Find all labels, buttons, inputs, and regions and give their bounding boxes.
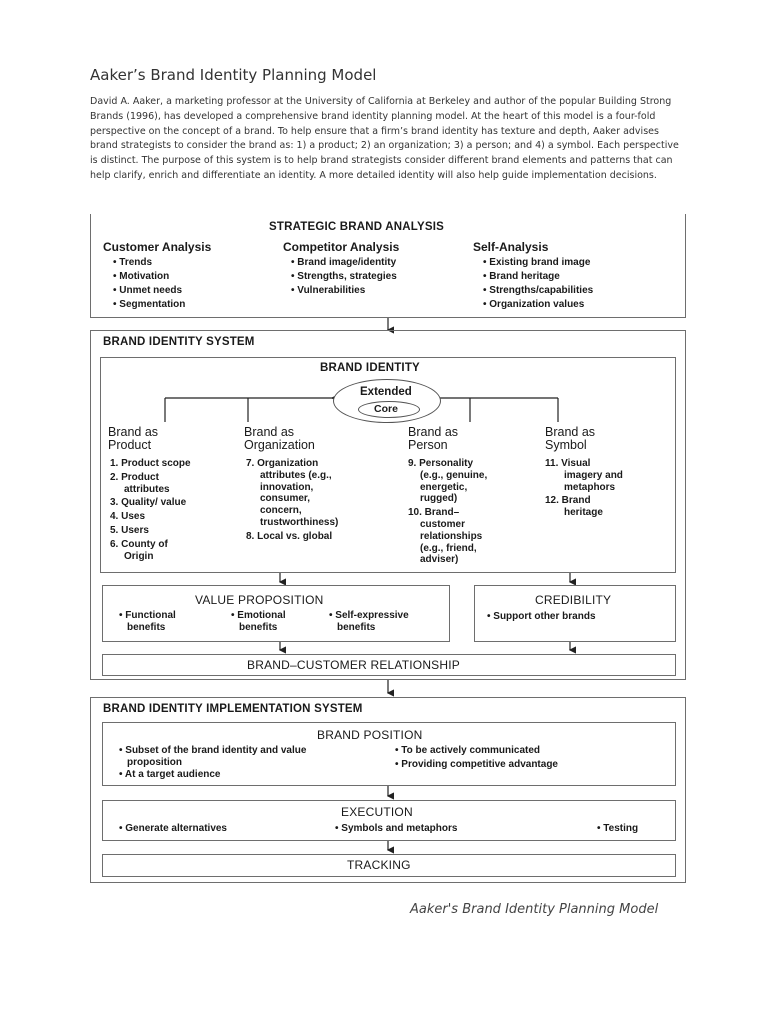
intro-paragraph: David A. Aaker, a marketing professor at the University of California at Berkeley and author of the popular Building Strong Brands (1996), has developed a comprehensive brand identity planning model. At the heart of this model is a four-fold perspective on the concept of a brand. To help ensure that a firm’s brand identity has texture and depth, Aaker advises brand strategists to consider the brand as: 1) a product; 2) an organization; 3) a person; and 4) a symbol. Each perspective is distinct. The purpose of this system is to help brand strategists consider different brand elements and patterns that can help clarify, enrich and differentiate an identity. A more detailed identity will also help guide implementation decisions. (90, 96, 679, 181)
brand-customer-relationship-box (102, 654, 676, 676)
brand-customer-relationship-label: BRAND–CUSTOMER RELATIONSHIP (247, 658, 460, 672)
extended-label: Extended (360, 386, 412, 398)
tracking-box (102, 854, 676, 877)
brand-as-person-list: 9. Personality (e.g., genuine, energetic, rugged) 10. Brand– customer relationships (e.g., friend, adviser) (408, 458, 488, 566)
brand-as-symbol-heading: Brand as Symbol (545, 425, 596, 452)
execution-box (102, 800, 676, 841)
self-analysis-heading: Self-Analysis (473, 240, 549, 254)
brand-position-right-list: • To be actively communicated • Providing competitive advantage (395, 745, 558, 770)
brand-as-person-heading: Brand as Person (408, 425, 459, 452)
competitor-analysis-item: • Strengths, strategies (291, 271, 397, 282)
brand-as-product-heading: Brand as Product (108, 425, 159, 452)
execution-title: EXECUTION (341, 805, 413, 819)
strategic-analysis-title: STRATEGIC BRAND ANALYSIS (269, 221, 444, 233)
value-proposition-item: • Self-expressive benefits (329, 610, 409, 633)
brand-as-product-list: 1. Product scope 2. Product attributes 3. Quality/ value 4. Uses 5. Users 6. County of Origin (110, 458, 191, 562)
brand-position-title: BRAND POSITION (317, 728, 423, 742)
competitor-analysis-item: • Brand image/identity (291, 257, 397, 268)
execution-item: • Symbols and metaphors (335, 823, 458, 834)
value-proposition-item: • Emotional benefits (231, 610, 286, 633)
self-analysis-item: • Existing brand image (483, 257, 591, 268)
brand-position-box (102, 722, 676, 786)
execution-item: • Generate alternatives (119, 823, 227, 834)
self-analysis-item: • Brand heritage (483, 271, 560, 282)
value-proposition-box (102, 585, 450, 642)
execution-item: • Testing (597, 823, 639, 834)
page-title: Aaker’s Brand Identity Planning Model (90, 66, 377, 84)
implementation-system-title: BRAND IDENTITY IMPLEMENTATION SYSTEM (103, 703, 363, 715)
brand-as-organization-heading: Brand as Organization (244, 425, 315, 452)
customer-analysis-item: • Unmet needs (113, 285, 183, 296)
brand-identity-system-title: BRAND IDENTITY SYSTEM (103, 336, 255, 348)
brand-as-symbol-list: 11. Visual imagery and metaphors 12. Brand heritage (545, 458, 623, 519)
credibility-title: CREDIBILITY (535, 593, 612, 607)
customer-analysis-heading: Customer Analysis (103, 240, 212, 254)
credibility-item: • Support other brands (487, 611, 596, 622)
figure-caption: Aaker's Brand Identity Planning Model (410, 902, 659, 917)
strategic-analysis-box (90, 214, 686, 318)
value-proposition-item: • Functional benefits (119, 610, 176, 633)
value-proposition-title: VALUE PROPOSITION (195, 593, 324, 607)
brand-position-left-list: • Subset of the brand identity and value proposition • At a target audience (119, 745, 307, 780)
credibility-box (474, 585, 676, 642)
competitor-analysis-item: • Vulnerabilities (291, 285, 366, 296)
competitor-analysis-heading: Competitor Analysis (283, 240, 400, 254)
brand-as-organization-list: 7. Organization attributes (e.g., innovation, consumer, concern, trustworthiness) 8. Local vs. global (246, 458, 339, 542)
brand-identity-title: BRAND IDENTITY (320, 362, 420, 374)
core-label: Core (374, 403, 398, 415)
self-analysis-item: • Strengths/capabilities (483, 285, 594, 296)
customer-analysis-item: • Motivation (113, 271, 170, 282)
tracking-label: TRACKING (347, 858, 411, 872)
self-analysis-item: • Organization values (483, 299, 585, 310)
brand-identity-diagram (90, 214, 686, 886)
customer-analysis-item: • Trends (113, 257, 153, 268)
customer-analysis-item: • Segmentation (113, 299, 186, 310)
